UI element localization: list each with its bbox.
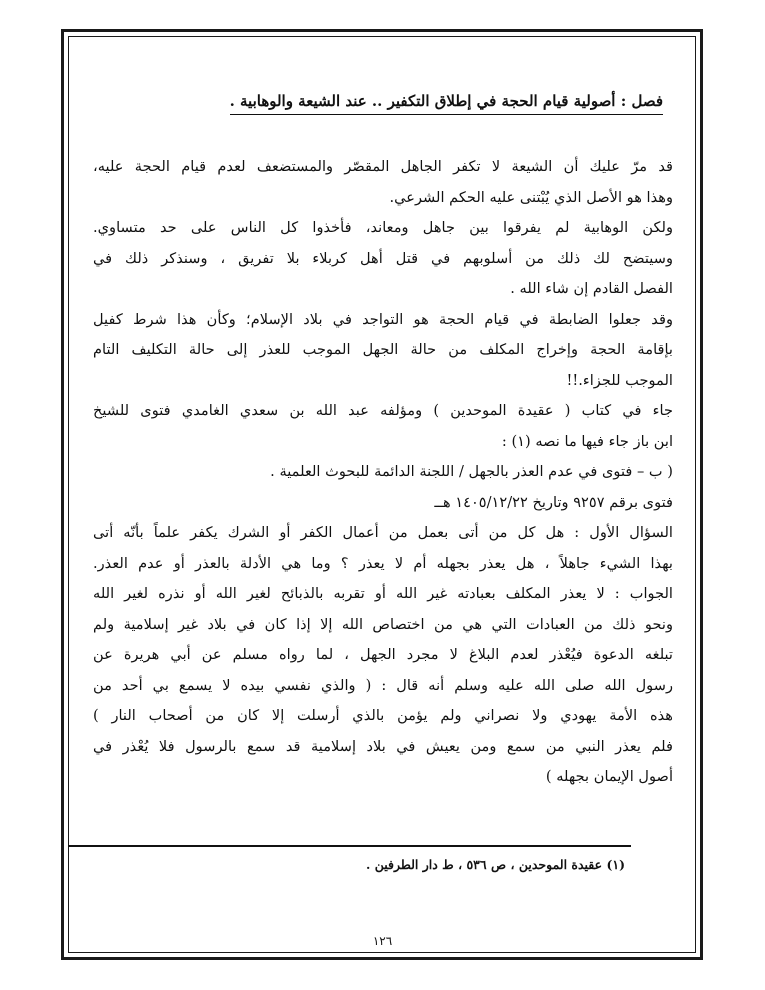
body-text [93, 152, 673, 793]
text-line: رسول الله صلى الله عليه وسلم أنه قال : ( والذي نفسي بيده لا يسمع بي أحد من [93, 676, 673, 694]
quote-source-line: ( ب – فتوى في عدم العذر بالجهل / اللجنة الدائمة للبحوث العلمية . [270, 463, 673, 480]
text-line: وسيتضح لك ذلك من أسلوبهم في قتل أهل كربلاء بلا تفريق ، وسنذكر ذلك في [93, 249, 673, 267]
text-line: الموجب للجزاء.!! [566, 371, 673, 389]
footnote-divider [68, 845, 631, 847]
text-line: ابن باز جاء فيها ما نصه (١) : [501, 432, 673, 450]
text-line: الجواب : لا يعذر المكلف بعبادته غير الله أو تقربه بالذبائح لغير الله أو نذره لغير الله [93, 585, 673, 602]
text-line: أصول الإيمان بجهله ) [545, 768, 673, 785]
text-line: بهذا الشيء جاهلاً ، هل يعذر بجهله أم لا يعذر ؟ وما هي الأدلة بالعذر أو عدم العذر. [93, 554, 673, 572]
fatwa-number-line: فتوى برقم ٩٢٥٧ وتاريخ ١٤٠٥/١٢/٢٢ هــ [434, 493, 673, 511]
text-line: جاء في كتاب ( عقيدة الموحدين ) ومؤلفه عبد الله بن سعدي الغامدي فتوى للشيخ [93, 402, 673, 419]
page-content [78, 60, 678, 940]
page-number: ١٢٦ [372, 934, 393, 948]
text-line: وقد جعلوا الضابطة في قيام الحجة هو التواجد في بلاد الإسلام؛ وكأن هذا شرط كفيل [93, 310, 673, 328]
text-line: السؤال الأول : هل كل من أتى بعمل من أعمال الكفر أو الشرك يكفر علماً بأنّه أتى [93, 524, 673, 541]
text-line: ونحو ذلك من العبادات التي هي من اختصاص الله إلا إذا كان في بلاد غير إسلامية ولم [93, 615, 673, 633]
chapter-heading: فصل : أصولية قيام الحجة في إطلاق التكفير .. عند الشيعة والوهابية . [230, 90, 663, 115]
text-line: تبلغه الدعوة فيُعْذر لعدم البلاغ لا مجرد الجهل ، لما رواه مسلم عن أبي هريرة عن [93, 646, 673, 663]
text-line: الفصل القادم إن شاء الله . [510, 280, 673, 297]
footnote: (١) عقيدة الموحدين ، ص ٥٣٦ ، ط دار الطرفين . [365, 857, 625, 872]
text-line: بإقامة الحجة وإخراج المكلف من حالة الجهل الموجب للعذر إلى حالة التكليف التام [93, 341, 673, 358]
text-line: هذه الأمة يهودي ولا نصراني ولم يؤمن بالذي أرسلت إلا كان من أصحاب النار ) [93, 707, 673, 724]
text-line: فلم يعذر النبي من سمع ومن يعيش في بلاد إسلامية قد سمع بالرسول فلا يُعْذر في [93, 737, 673, 755]
text-line: ولكن الوهابية لم يفرقوا بين جاهل ومعاند، فأخذوا كل الناس على حد متساوي. [93, 219, 673, 236]
text-line: قد مرّ عليك أن الشيعة لا تكفر الجاهل المقصّر والمستضعف لعدم قيام الحجة عليه، [93, 158, 673, 175]
text-line: وهذا هو الأصل الذي يُبْتنى عليه الحكم الشرعي. [389, 188, 673, 206]
